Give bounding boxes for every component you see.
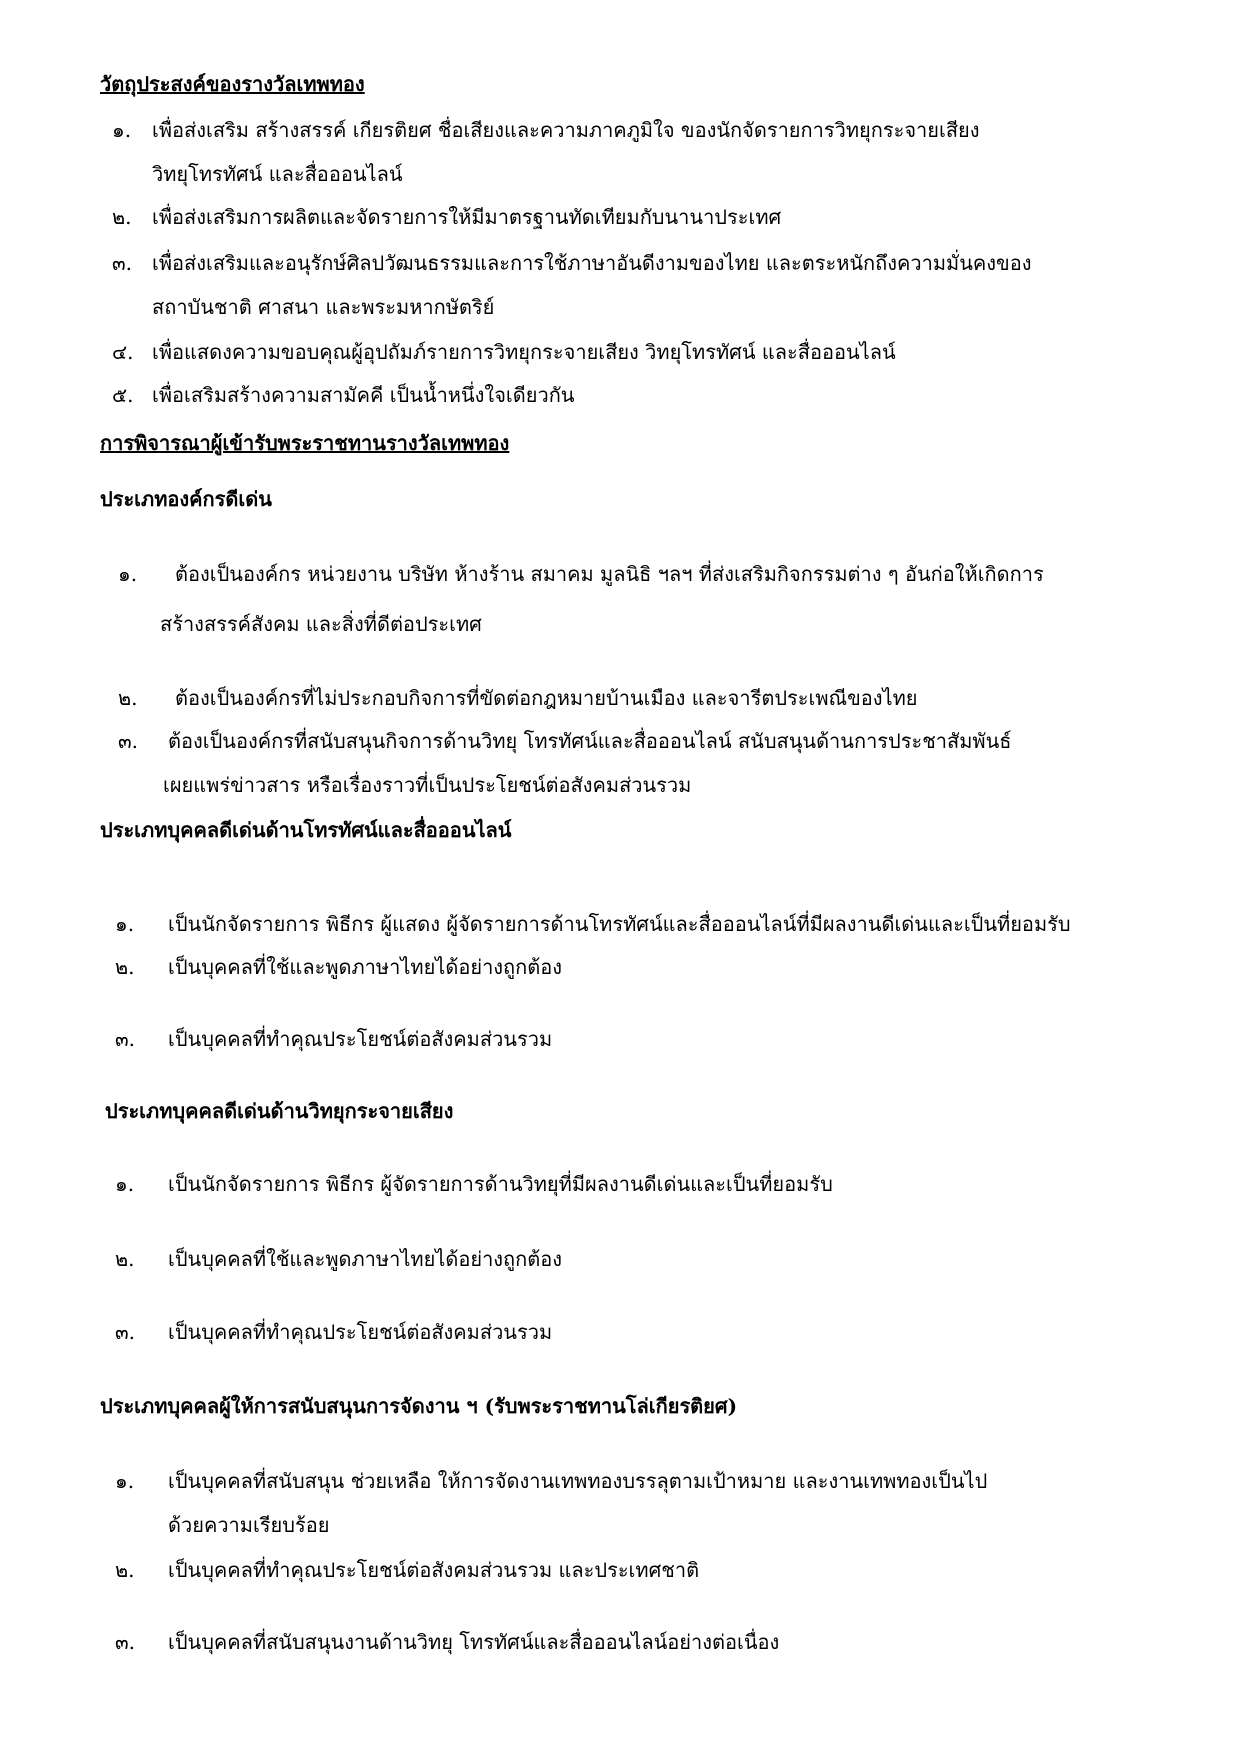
- support-1-number: ๑.: [115, 1469, 135, 1493]
- tv-2-number: ๒.: [115, 955, 135, 979]
- objective-1-line-2: วิทยุโทรทัศน์ และสื่อออนไลน์: [152, 162, 403, 186]
- objective-5-number: ๕.: [112, 383, 134, 407]
- org-1-line-1: ต้องเป็นองค์กร หน่วยงาน บริษัท ห้างร้าน สมาคม มูลนิธิ ฯลฯ ที่ส่งเสริมกิจกรรมต่าง ๆ อันก่อให้เกิดการ: [175, 562, 1044, 586]
- objective-3-line-1: เพื่อส่งเสริมและอนุรักษ์ศิลปวัฒนธรรมและการใช้ภาษาอันดีงามของไทย และตระหนักถึงความมั่นคงของ: [152, 251, 1032, 275]
- tv-3-number: ๓.: [115, 1027, 136, 1051]
- radio-2-line-1: เป็นบุคคลที่ใช้และพูดภาษาไทยได้อย่างถูกต้อง: [168, 1247, 563, 1271]
- radio-heading: ประเภทบุคคลดีเด่นด้านวิทยุกระจายเสียง: [105, 1099, 454, 1123]
- objective-3-number: ๓.: [112, 251, 133, 275]
- objective-1-line-1: เพื่อส่งเสริม สร้างสรรค์ เกียรติยศ ชื่อเสียงและความภาคภูมิใจ ของนักจัดรายการวิทยุกระจายเสียง: [152, 118, 980, 142]
- consideration-heading: การพิจารณาผู้เข้ารับพระราชทานรางวัลเทพทอง: [100, 431, 510, 455]
- objective-2-number: ๒.: [112, 205, 132, 229]
- objectives-heading: วัตถุประสงค์ของรางวัลเทพทอง: [100, 72, 365, 96]
- org-3-number: ๓.: [118, 729, 139, 753]
- support-2-number: ๒.: [115, 1558, 135, 1582]
- support-1-line-2: ด้วยความเรียบร้อย: [168, 1513, 330, 1537]
- tv-heading: ประเภทบุคคลดีเด่นด้านโทรทัศน์และสื่อออนไลน์: [100, 818, 512, 842]
- org-heading: ประเภทองค์กรดีเด่น: [100, 487, 272, 511]
- radio-2-number: ๒.: [115, 1247, 135, 1271]
- tv-1-number: ๑.: [115, 912, 135, 936]
- objective-5-line-1: เพื่อเสริมสร้างความสามัคคี เป็นน้ำหนึ่งใจเดียวกัน: [152, 383, 575, 407]
- radio-1-line-1: เป็นนักจัดรายการ พิธีกร ผู้จัดรายการด้านวิทยุที่มีผลงานดีเด่นและเป็นที่ยอมรับ: [168, 1172, 833, 1196]
- org-1-number: ๑.: [118, 562, 138, 586]
- tv-1-line-1: เป็นนักจัดรายการ พิธีกร ผู้แสดง ผู้จัดรายการด้านโทรทัศน์และสื่อออนไลน์ที่มีผลงานดีเด่นและเป็นที่ยอมรับ: [168, 912, 1071, 936]
- org-3-line-2: เผยแพร่ข่าวสาร หรือเรื่องราวที่เป็นประโยชน์ต่อสังคมส่วนรวม: [163, 773, 692, 797]
- support-heading: ประเภทบุคคลผู้ให้การสนับสนุนการจัดงาน ฯ (รับพระราชทานโล่เกียรติยศ): [100, 1394, 738, 1418]
- support-3-line-1: เป็นบุคคลที่สนับสนุนงานด้านวิทยุ โทรทัศน์และสื่อออนไลน์อย่างต่อเนื่อง: [168, 1630, 780, 1654]
- support-3-number: ๓.: [115, 1630, 136, 1654]
- objective-2-line-1: เพื่อส่งเสริมการผลิตและจัดรายการให้มีมาตรฐานทัดเทียมกับนานาประเทศ: [152, 205, 782, 229]
- org-3-line-1: ต้องเป็นองค์กรที่สนับสนุนกิจการด้านวิทยุ โทรทัศน์และสื่อออนไลน์ สนับสนุนด้านการประชาสัมพันธ์: [168, 729, 1012, 753]
- support-1-line-1: เป็นบุคคลที่สนับสนุน ช่วยเหลือ ให้การจัดงานเทพทองบรรลุตามเป้าหมาย และงานเทพทองเป็นไป: [168, 1469, 988, 1493]
- org-2-number: ๒.: [118, 686, 138, 710]
- org-2-line-1: ต้องเป็นองค์กรที่ไม่ประกอบกิจการที่ขัดต่อกฎหมายบ้านเมือง และจารีตประเพณีของไทย: [175, 686, 918, 710]
- radio-1-number: ๑.: [115, 1172, 135, 1196]
- objective-4-number: ๔.: [112, 340, 134, 364]
- objective-1-number: ๑.: [112, 118, 132, 142]
- tv-2-line-1: เป็นบุคคลที่ใช้และพูดภาษาไทยได้อย่างถูกต้อง: [168, 955, 563, 979]
- tv-3-line-1: เป็นบุคคลที่ทำคุณประโยชน์ต่อสังคมส่วนรวม: [168, 1027, 553, 1051]
- radio-3-line-1: เป็นบุคคลที่ทำคุณประโยชน์ต่อสังคมส่วนรวม: [168, 1320, 553, 1344]
- objective-3-line-2: สถาบันชาติ ศาสนา และพระมหากษัตริย์: [152, 295, 495, 319]
- objective-4-line-1: เพื่อแสดงความขอบคุณผู้อุปถัมภ์รายการวิทยุกระจายเสียง วิทยุโทรทัศน์ และสื่อออนไลน์: [152, 340, 896, 364]
- radio-3-number: ๓.: [115, 1320, 136, 1344]
- org-1-line-2: สร้างสรรค์สังคม และสิ่งที่ดีต่อประเทศ: [160, 612, 482, 636]
- support-2-line-1: เป็นบุคคลที่ทำคุณประโยชน์ต่อสังคมส่วนรวม และประเทศชาติ: [168, 1558, 700, 1582]
